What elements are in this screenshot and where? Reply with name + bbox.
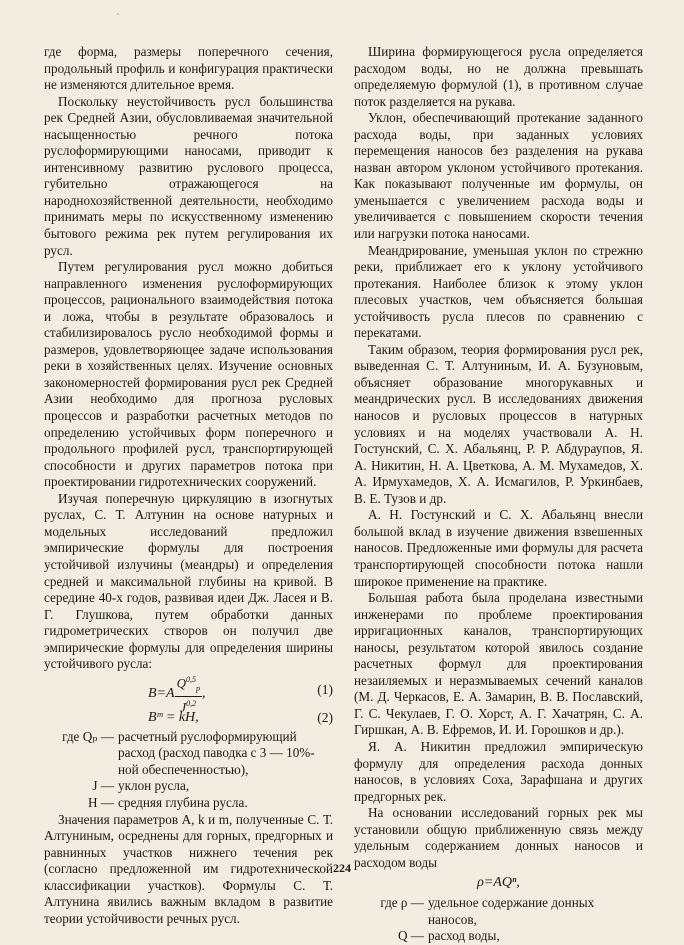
right-paragraph-4: Таким образом, теория формирования русл рек, выведенная С. Т. Алтуниным, И. А. Бузуновым, объясняет образование многорукавных и меандрических русл. В исследованиях движения наносов и русловых процессов в натурных условиях и на моделях участвовали А. Н. Гостунский, С. Х. Абальянц, Р. Р. Абдураупов, Я. А. Никитин, Н. А. Цветкова, А. М. Мухамедов, Х. А. Ирмухамедов, Х. А. Исмагилов, Р. Уркинбаев, В. Е. Тузов и др. <box>354 341 643 506</box>
legend-row: H — средняя глубина русла. <box>87 794 248 810</box>
right-paragraph-6: Большая работа была проделана известными инженерами по проблеме проектирования ирригационных каналов, транспортирующих наносы, результатом которой явилось создание расчетных формул для проектирования незаиляемых и неразмываемых сечений каналов (М. Д. Черкасов, Е. А. Замарин, В. В. Пославский, Г. С. Чекулаев, Г. О. Хорст, А. Г. Хачатрян, С. А. Гиршкан, А. В. Ефремов, И. И. Горошков и др.). <box>354 590 643 738</box>
right-column <box>354 44 643 945</box>
legend-row: J — уклон русла, <box>92 778 190 794</box>
page-number: 224 <box>333 861 351 875</box>
formula-1-number: (1) <box>317 681 333 697</box>
left-paragraph-1: где форма, размеры поперечного сечения, продольный профиль и конфигурация практически не изменяются длительное время. <box>44 44 333 93</box>
formula-2-number: (2) <box>317 709 333 725</box>
legend-row: где ρ — удельное содержание донных наносов, <box>380 895 595 927</box>
formula-1: B=A $\frac{Q^{0,5}_p}{J^{0,2}}$ , (1) <box>148 674 333 715</box>
left-paragraph-2: Поскольку неустойчивость русл большинства рек Средней Азии, обусловливаемая значительной насыщенностью речного потока руслоформирующими наносами, приводит к интенсивному развитию руслового процесса, губительно отражающегося на народнохозяйственной деятельности, необходимо принимать меры по искусственному изменению бытового режима рек путем регулирования их русл. <box>44 93 333 258</box>
formula-2: Bᵐ = kH, (2) <box>44 707 333 729</box>
right-paragraph-1: Ширина формирующегося русла определяется расходом воды, но не должна превышать определяемую формулой (1), в противном случае поток разделяется на рукава. <box>354 44 643 109</box>
formula-3: ρ=AQⁿ, <box>477 875 520 891</box>
left-column <box>44 44 333 927</box>
right-paragraph-2: Уклон, обеспечивающий протекание заданного расхода воды, при заданных условиях перемещения наносов без разделения на рукава назван автором уклоном устойчивого протекания. Как показывают полученные им формулы, он уменьшается с увеличением расхода воды и увеличивается с повышением скорости течения или нагрузки потока наносами. <box>354 110 643 242</box>
right-paragraph-7: Я. А. Никитин предложил эмпирическую формулу для определения расхода донных наносов, в условиях Соха, Зарафшана и других предгорных рек. <box>354 738 643 804</box>
left-legend <box>44 729 333 812</box>
legend-row: где Qₚ — расчетный руслоформирующий расход (расход паводка с 3 — 10%-ной обеспеченностью), <box>62 728 315 777</box>
left-paragraph-3: Путем регулирования русл можно добиться направленного изменения руслоформирующих процессов, рационального взаимодействия потока и ложа, чтобы в результате образовалось и стабилизировалось русло необходимой формы и размеров, удовлетворяющее задаче использования реки в хозяйственных целях. Изучение основных закономерностей формирования русл рек Средней Азии необходимо для прогноза русловых процессов и разработки расчетных методов по определению устойчивых форм поперечного и продольного профилей русл, транспортирующей способности и других параметров потока при проектировании гидротехнических сооружений. <box>44 259 333 490</box>
legend-row: Q — расход воды, <box>397 928 500 944</box>
right-paragraph-8: На основании исследований горных рек мы установили общую приближенную связь между удельным содержанием донных наносов и расходом воды <box>354 805 643 870</box>
left-paragraph-4: Изучая поперечную циркуляцию в изогнутых руслах, С. Т. Алтунин на основе натурных и модельных исследований предложил эмпирические формулы для построения устойчивой излучины (меандры) и определения средней и максимальной глубины на кривой. В середине 40-х годов, развивая идеи Дж. Ласея и В. Г. Глушкова, путем обработки данных гидрометрических створов он получил две эмпирические формулы для определения ширины устойчивого русла: <box>44 490 333 672</box>
right-paragraph-5: А. Н. Гостунский и С. Х. Абальянц внесли большой вклад в изучение движения взвешенных наносов. Предложенные ими формулы для расчета транспортирующей способности потока нашли широкое применение на практике. <box>354 507 643 589</box>
left-paragraph-5: Значения параметров A, k и m, полученные С. Т. Алтуниным, осреднены для горных, предгорных и равнинных участков нижнего течения рек (согласно предложенной им гидротехнической классификации участков). Формулы С. Т. Алтунина явились важным вкладом в развитие теории устойчивости речных русл. <box>44 811 333 926</box>
print-mark: ˇ <box>117 14 119 20</box>
right-legend <box>354 895 643 945</box>
formula-1-fraction: $\frac{Q^{0,5}_p}{J^{0,2}}$ <box>176 674 200 715</box>
right-paragraph-3: Меандрирование, уменьшая уклон по стрежню реки, приближает его к уклону устойчивого протекания. Наиболее близок к этому уклон плесовых участков, чем объясняется большая устойчивость русла плесов по сравнению с перекатами. <box>354 242 643 341</box>
